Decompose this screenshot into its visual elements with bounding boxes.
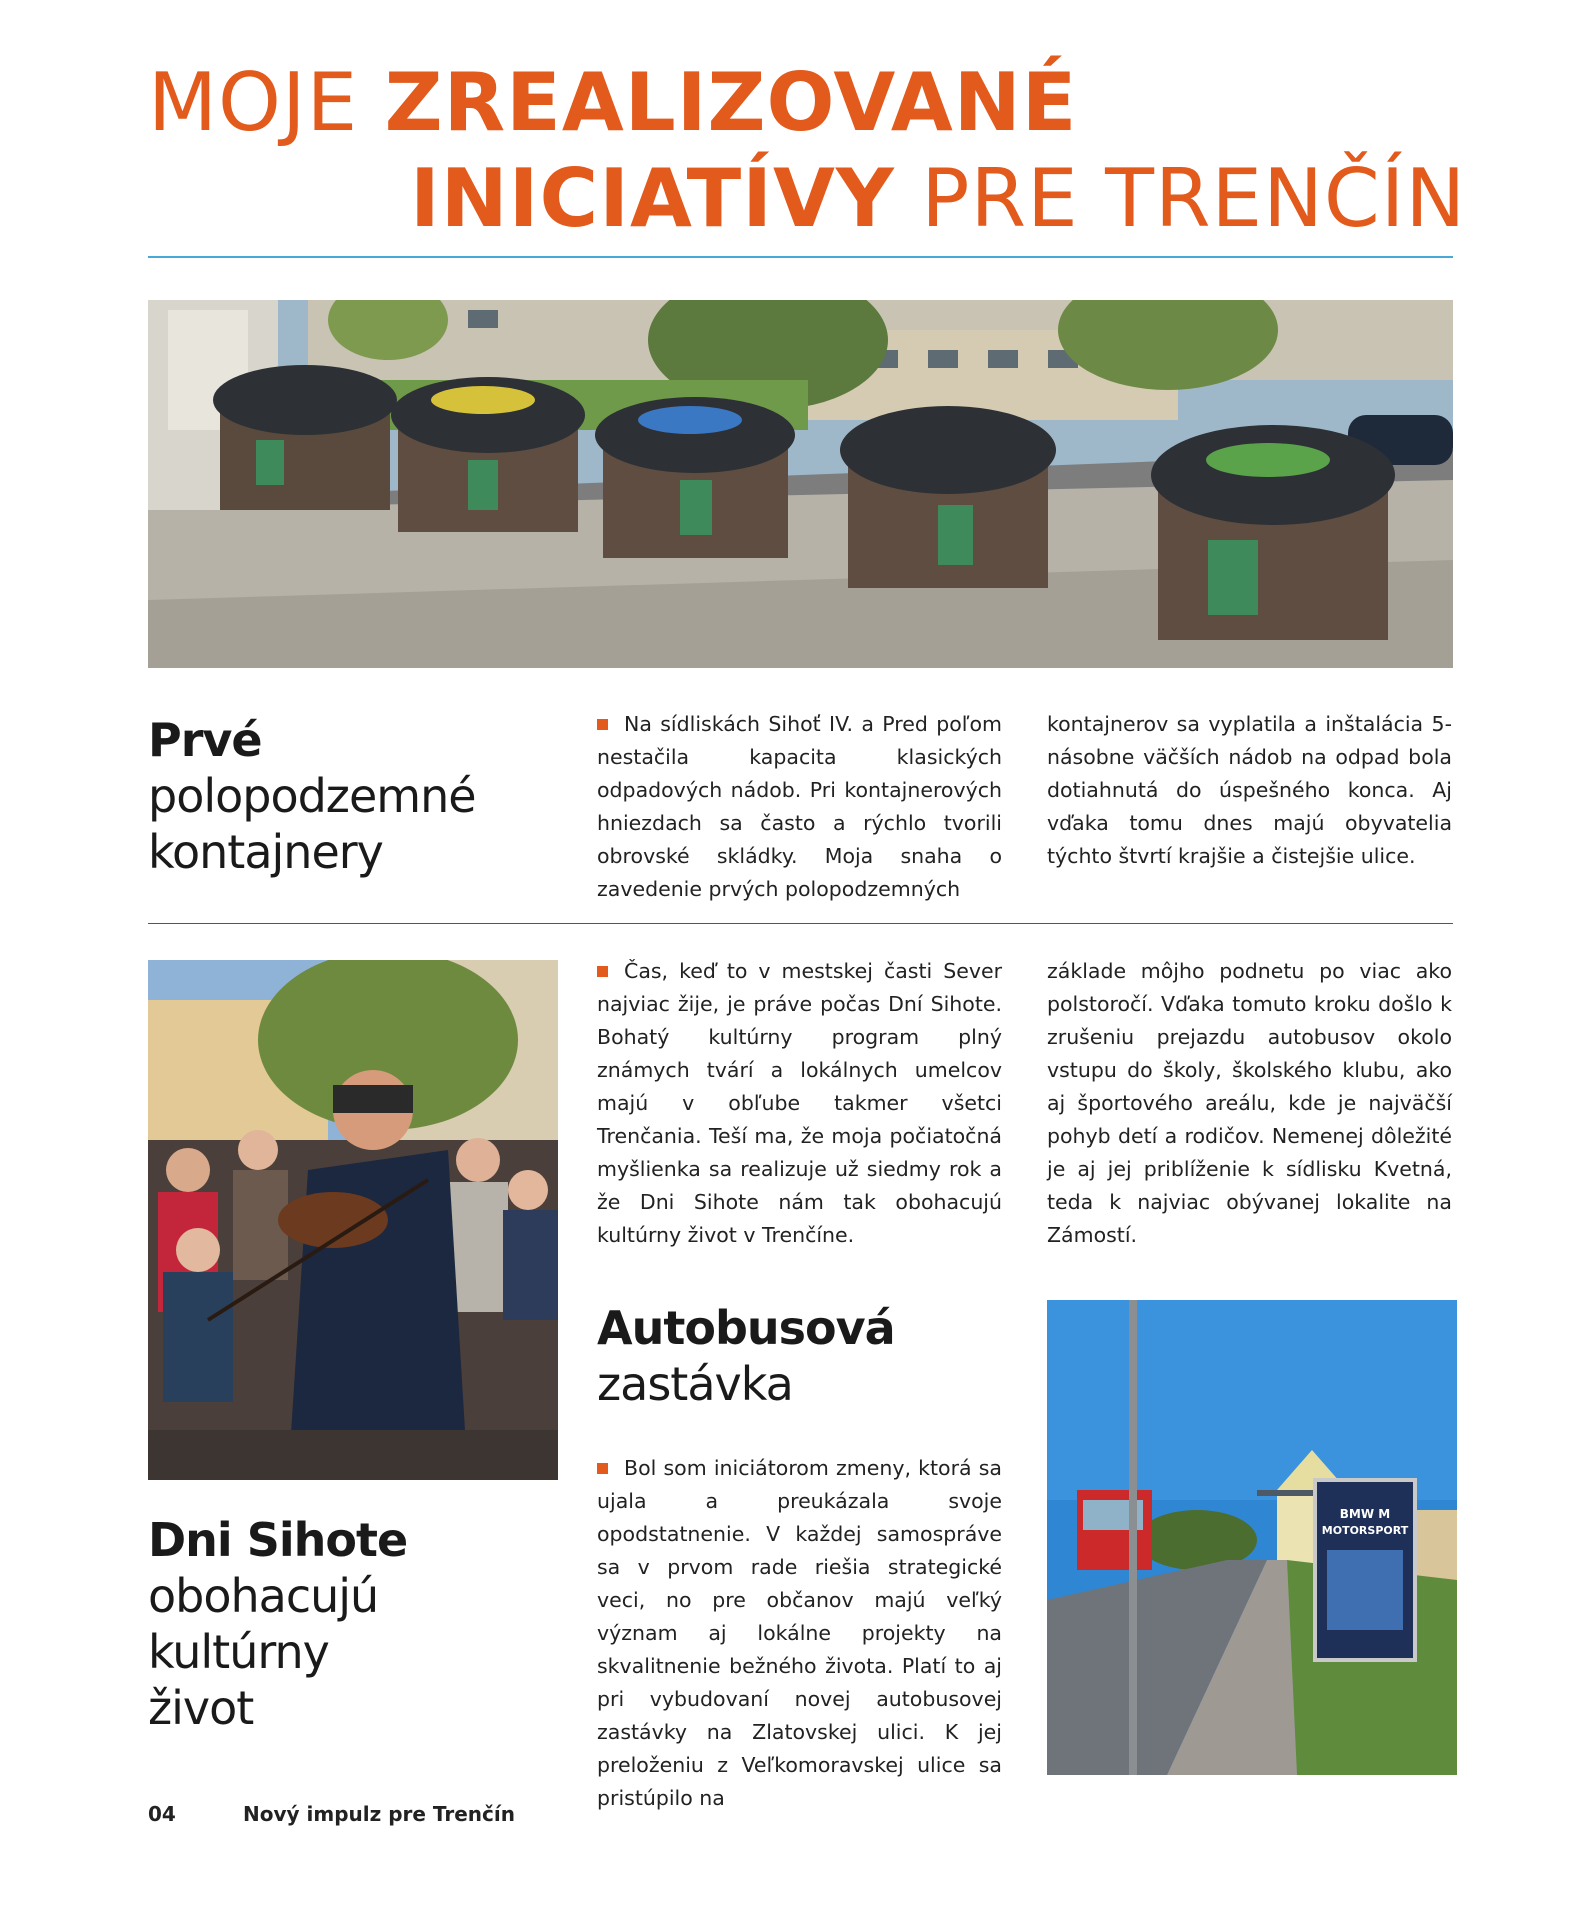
bullet-marker <box>597 966 608 977</box>
bullet-marker <box>597 1463 608 1474</box>
title-divider <box>148 256 1453 258</box>
publication-name: Nový impulz pre Trenčín <box>243 1802 515 1826</box>
section1-col1-text: Na sídliskách Sihoť IV. a Pred poľom nestačila kapacita klasických odpadových nádob. Pri kontajnerových hniezdach sa často a rýchlo tvorili obrovské skládky. Moja snaha o zavedenie prvých polopodzemných <box>597 712 1002 901</box>
section3-heading-light: zastávka <box>597 1357 793 1411</box>
section1-heading-bold: Prvé <box>148 713 262 767</box>
section1-heading-line2: polopodzemné <box>148 769 476 823</box>
title-line1-light: MOJE <box>148 56 385 149</box>
section-divider <box>148 923 1453 924</box>
section2-col2-text: základe môjho podnetu po viac ako polstoročí. Vďaka tomuto kroku došlo k zrušeniu prejazdu autobusov okolo vstupu do školy, školského klubu, ako aj športového areálu, kde je najväčší pohyb detí a rodičov. Nemenej dôležité je aj jej priblíženie k sídlisku Kvetná, teda k najviac obývanej lokalite na Zámostí. <box>1047 959 1452 1247</box>
page-title <box>148 54 1077 152</box>
section3-col1-text: Bol som iniciátorom zmeny, ktorá sa ujala a preukázala svoje opodstatnenie. V každej samospráve sa v prvom rade riešia strategické veci, no pre občanov majú veľký význam aj lokálne projekty na skvalitnenie bežného života. Platí to aj pri vybudovaní novej autobusovej zastávky na Zlatovskej ulici. K jej preloženiu z Veľkomoravskej ulice sa pristúpilo na <box>597 1456 1002 1810</box>
bus-stop-photo <box>1047 1300 1457 1775</box>
section1-col2-text: kontajnerov sa vyplatila a inštalácia 5-násobne väčších nádob na odpad bola dotiahnutá do úspešného konca. Aj vďaka tomu dnes majú obyvatelia týchto štvrtí krajšie a čistejšie ulice. <box>1047 712 1452 868</box>
section2-column1 <box>597 955 1002 1252</box>
section2-heading-bold: Dni Sihote <box>148 1513 408 1567</box>
billboard-line2: MOTORSPORT <box>1321 1524 1409 1537</box>
section1-column1 <box>597 708 1002 906</box>
billboard-line1: BMW M <box>1339 1507 1391 1521</box>
violinist-photo <box>148 960 558 1480</box>
section1-column2 <box>1047 708 1452 873</box>
title-line2-bold: INICIATÍVY <box>410 152 895 245</box>
title-line2-light: PRE TRENČÍN <box>894 152 1467 245</box>
page-number: 04 <box>148 1802 176 1826</box>
section2-heading-line2: obohacujú <box>148 1569 379 1623</box>
section2-column2 <box>1047 955 1452 1252</box>
section2-heading-line3: kultúrny <box>148 1625 329 1679</box>
section1-heading-line3: kontajnery <box>148 825 383 879</box>
title-line1-bold: ZREALIZOVANÉ <box>384 56 1078 149</box>
section2-col1-text: Čas, keď to v mestskej časti Sever najviac žije, je práve počas Dní Sihote. Bohatý kultúrny program plný známych tvárí a lokálnych umelcov majú v obľube takmer všetci Trenčania. Teší ma, že moja počiatočná myšlienka sa realizuje už siedmy rok a že Dni Sihote nám tak obohacujú kultúrny život v Trenčíne. <box>597 959 1002 1247</box>
page-title-line2 <box>410 150 1466 248</box>
section2-heading-line4: život <box>148 1681 254 1735</box>
containers-photo <box>148 300 1453 668</box>
bullet-marker <box>597 719 608 730</box>
section3-column1 <box>597 1452 1002 1815</box>
section3-heading-bold: Autobusová <box>597 1301 895 1355</box>
